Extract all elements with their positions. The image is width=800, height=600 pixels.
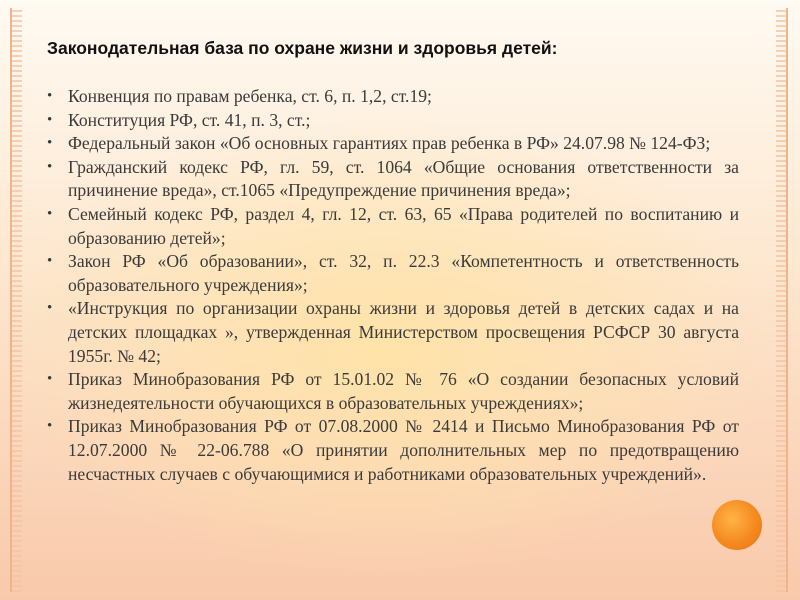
list-item xyxy=(47,250,739,297)
bullet-dot-icon: • xyxy=(47,135,53,152)
list-item xyxy=(47,132,739,156)
bullet-list xyxy=(47,85,739,486)
bullet-dot-icon: • xyxy=(47,253,53,270)
list-item xyxy=(47,297,739,368)
bullet-dot-icon: • xyxy=(47,158,53,175)
list-item-text: Гражданский кодекс РФ, гл. 59, ст. 1064 «Общие основания ответственности за причинение вреда», ст.1065 «Предупреждение причинения вреда»; xyxy=(68,156,739,201)
orange-circle-decoration xyxy=(712,500,762,550)
frame-stripe-left xyxy=(12,8,22,592)
list-item-text: Конституция РФ, ст. 41, п. 3, ст.; xyxy=(68,109,311,130)
list-item-text: Закон РФ «Об образовании», ст. 32, п. 22.3 «Компетентность и ответственность образовательного учреждения»; xyxy=(68,251,739,295)
list-item-text: Федеральный закон «Об основных гарантиях прав ребенка в РФ» 24.07.98 № 124-ФЗ; xyxy=(68,133,711,154)
list-item-text: «Инструкция по организации охраны жизни и здоровья детей в детских садах и на детских площадках », утвержденная Министерством просвещения РСФСР 30 августа 1955г. № 42; xyxy=(68,298,739,366)
bullet-dot-icon: • xyxy=(47,111,53,128)
bullet-dot-icon: • xyxy=(47,371,53,388)
list-item xyxy=(47,203,739,250)
list-item-text: Приказ Минобразования РФ от 07.08.2000 № 2414 и Письмо Минобразования РФ от 12.07.2000 № 22-06.788 «О принятии дополнительных мер по предотвращению несчастных случаев с обучающимися и работниками образовательных учреждений». xyxy=(68,416,739,484)
list-item xyxy=(47,156,739,203)
bullet-dot-icon: • xyxy=(47,88,53,104)
list-item xyxy=(47,368,739,415)
slide-title: Законодательная база по охране жизни и здоровья детей: xyxy=(47,38,558,58)
list-item-text: Семейный кодекс РФ, раздел 4, гл. 12, ст. 63, 65 «Права родителей по воспитанию и образованию детей»; xyxy=(68,203,739,248)
frame-stripe-right xyxy=(776,8,786,592)
bullet-dot-icon: • xyxy=(47,300,53,317)
list-item-text: Приказ Минобразования РФ от 15.01.02 № 76 «О создании безопасных условий жизнедеятельности обучающихся в образовательных учреждениях»; xyxy=(68,369,739,413)
list-item xyxy=(47,415,739,486)
bullet-dot-icon: • xyxy=(47,418,53,435)
bullet-dot-icon: • xyxy=(47,205,53,222)
list-item xyxy=(47,85,739,109)
list-item xyxy=(47,109,739,133)
list-item-text: Конвенция по правам ребенка, ст. 6, п. 1,2, ст.19; xyxy=(68,86,432,106)
